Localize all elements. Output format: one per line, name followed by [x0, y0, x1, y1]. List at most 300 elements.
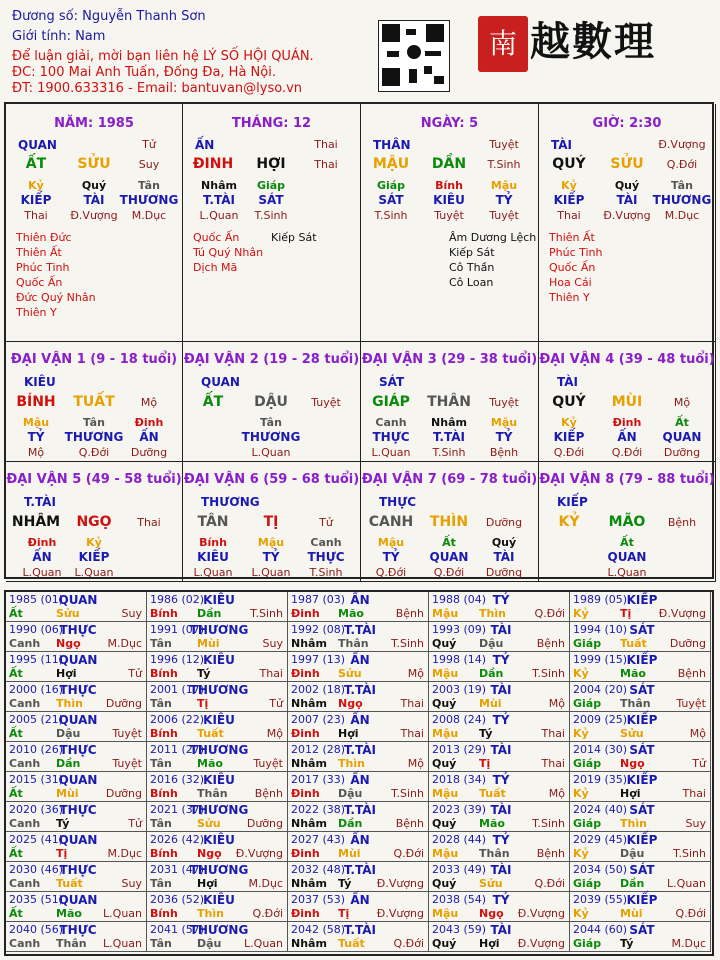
year-state: Q.Đới: [393, 847, 424, 860]
year-cell: [288, 922, 429, 952]
star-item: Quốc Ấn: [549, 261, 596, 274]
year-state: Dưỡng: [105, 787, 142, 800]
heavenly-stem: KỶ: [558, 514, 580, 530]
year-state: Thai: [400, 727, 424, 740]
luck-cell: [6, 462, 183, 582]
pillar-cell: [361, 104, 539, 342]
earthly-branch: SỬU: [610, 156, 644, 172]
hidden-stem: Canh: [375, 416, 407, 429]
year-state: Tuyệt: [253, 757, 283, 770]
year-branch: Thìn: [56, 697, 83, 710]
year-star: TÀI: [490, 623, 512, 637]
right-mid-label: T.Sinh: [487, 158, 521, 171]
hidden-god: ẤN: [32, 550, 52, 564]
hidden-state: Q.Đới: [553, 446, 585, 459]
hidden-state: Tuyệt: [434, 209, 464, 222]
year-state: Dưỡng: [669, 637, 706, 650]
year-state: Mộ: [407, 667, 424, 680]
year-label: 2031 (47): [150, 863, 205, 876]
year-cell: [288, 832, 429, 862]
star-item: Thiên Đức: [16, 231, 72, 244]
year-star: TÀI: [490, 743, 512, 757]
right-top-label: Đ.Vượng: [658, 138, 706, 151]
heavenly-stem: ĐINH: [192, 156, 234, 172]
year-stem: Quý: [432, 937, 457, 950]
year-label: 2026 (42): [150, 833, 205, 846]
year-stem: Ất: [9, 607, 23, 620]
stars-list: [193, 230, 263, 275]
year-stem: Quý: [432, 757, 457, 770]
star-item: Phúc Tinh: [16, 261, 70, 274]
earthly-branch: MÃO: [608, 514, 646, 530]
pillar-title: NGÀY: 5: [420, 116, 479, 131]
year-stem: Quý: [432, 877, 457, 890]
star-item: Thiên Ất: [549, 231, 595, 244]
pillar-title: NĂM: 1985: [54, 116, 134, 131]
year-cell: [147, 862, 288, 892]
year-cell: [147, 922, 288, 952]
hidden-god: TÀI: [616, 193, 638, 207]
year-star: QUAN: [58, 713, 98, 727]
right-mid-label: Suy: [138, 158, 160, 171]
year-state: Tử: [269, 697, 283, 710]
year-star: THƯƠNG: [189, 863, 249, 877]
hidden-state: M.Dục: [664, 209, 700, 222]
hidden-stem: Mậu: [257, 536, 285, 549]
year-branch: Thân: [56, 937, 87, 950]
luck-cell: [183, 462, 361, 582]
year-branch: Mùi: [56, 787, 79, 800]
year-branch: Mão: [620, 667, 646, 680]
year-cell: [6, 742, 147, 772]
year-label: 2041 (57): [150, 923, 205, 936]
year-star: KIẾP: [626, 653, 658, 667]
year-label: 2009 (25): [573, 713, 628, 726]
hidden-god: TỶ: [495, 193, 513, 207]
hidden-stem: Mậu: [490, 179, 518, 192]
year-state: Suy: [121, 877, 142, 890]
star-item: Phúc Tinh: [549, 246, 603, 259]
year-star: QUAN: [58, 833, 98, 847]
hidden-state: L.Quan: [199, 209, 239, 222]
year-stem: Nhâm: [291, 937, 327, 950]
star-item: Thiên Y: [549, 291, 590, 304]
year-stem: Mậu: [432, 667, 459, 680]
year-branch: Tuất: [479, 787, 506, 800]
year-stem: Nhâm: [291, 757, 327, 770]
hidden-god: KIÊU: [197, 550, 229, 564]
luck-state: Bệnh: [667, 516, 697, 529]
year-star: THƯƠNG: [189, 623, 249, 637]
hidden-god: THƯƠNG: [64, 430, 124, 444]
year-state: Tử: [128, 667, 142, 680]
year-star: THƯƠNG: [189, 803, 249, 817]
year-star: KIẾP: [626, 833, 658, 847]
hidden-stem: Nhâm: [431, 416, 467, 429]
year-star: THỰC: [59, 683, 97, 697]
year-stem: Giáp: [573, 637, 602, 650]
hidden-state: Mộ: [27, 446, 45, 459]
year-stem: Tân: [150, 637, 172, 650]
heavenly-stem: QUÝ: [552, 394, 586, 410]
year-stem: Ất: [9, 787, 23, 800]
year-cell: [6, 862, 147, 892]
year-label: 1992 (08): [291, 623, 346, 636]
hidden-god: TỶ: [262, 550, 280, 564]
luck-title: ĐẠI VẬN 8 (79 - 88 tuổi): [539, 472, 715, 487]
hidden-god: TÀI: [83, 193, 105, 207]
year-state: Q.Đới: [534, 607, 565, 620]
owner-name: Đương số: Nguyễn Thanh Sơn: [12, 9, 206, 24]
year-star: TÀI: [490, 803, 512, 817]
year-cell: [288, 772, 429, 802]
qr-code-icon[interactable]: [378, 20, 450, 92]
year-cell: [6, 712, 147, 742]
star-item: Kiếp Sát: [449, 246, 495, 259]
year-state: Tử: [128, 817, 142, 830]
year-state: Thai: [682, 787, 706, 800]
year-label: 2006 (22): [150, 713, 205, 726]
year-cell: [429, 682, 570, 712]
year-cell: [570, 772, 711, 802]
year-star: T.TÀI: [344, 803, 376, 817]
year-branch: Mùi: [197, 637, 220, 650]
year-label: 1987 (03): [291, 593, 346, 606]
earthly-branch: MÙI: [611, 394, 643, 410]
year-stem: Canh: [9, 877, 41, 890]
year-stem: Mậu: [432, 847, 459, 860]
hidden-state: Q.Đới: [433, 566, 465, 579]
year-star: ẤN: [350, 893, 370, 907]
right-mid-label: Q.Đới: [666, 158, 698, 171]
heavenly-stem: QUÝ: [552, 156, 586, 172]
year-cell: [429, 862, 570, 892]
hidden-god: SÁT: [258, 193, 284, 207]
year-cell: [6, 922, 147, 952]
year-branch: Mùi: [338, 847, 361, 860]
year-stem: Mậu: [432, 907, 459, 920]
heavenly-stem: CANH: [368, 514, 414, 530]
year-cell: [429, 592, 570, 622]
year-star: TỶ: [492, 833, 510, 847]
hidden-god: TÀI: [493, 550, 515, 564]
hidden-god: THỰC: [372, 430, 410, 444]
year-state: L.Quan: [667, 877, 706, 890]
year-stem: Mậu: [432, 787, 459, 800]
year-state: Mộ: [689, 727, 706, 740]
year-label: 2035 (51): [9, 893, 64, 906]
earthly-branch: TỊ: [263, 514, 279, 530]
earthly-branch: NGỌ: [76, 514, 112, 530]
year-cell: [147, 802, 288, 832]
year-stem: Giáp: [573, 697, 602, 710]
year-cell: [147, 772, 288, 802]
year-stem: Giáp: [573, 937, 602, 950]
year-label: 1986 (02): [150, 593, 205, 606]
year-state: T.Sinh: [391, 787, 424, 800]
year-label: 2011 (27): [150, 743, 205, 756]
year-star: ẤN: [350, 653, 370, 667]
star-item: Thiên Y: [16, 306, 57, 319]
year-star: KIẾP: [626, 593, 658, 607]
header: [0, 0, 720, 100]
year-star: KIÊU: [203, 653, 235, 667]
year-branch: Ngọ: [620, 757, 645, 770]
hidden-state: Thai: [557, 209, 581, 222]
year-label: 2000 (16): [9, 683, 64, 696]
year-star: THỰC: [59, 803, 97, 817]
year-label: 2044 (60): [573, 923, 628, 936]
hidden-god: THỰC: [307, 550, 345, 564]
luck-title: ĐẠI VẬN 6 (59 - 68 tuổi): [183, 472, 360, 487]
hidden-stem: Tân: [138, 179, 160, 192]
year-label: 2001 (17): [150, 683, 205, 696]
hidden-stem: Ất: [442, 536, 456, 549]
year-stem: Bính: [150, 667, 178, 680]
year-branch: Dần: [479, 667, 504, 680]
year-stem: Canh: [9, 697, 41, 710]
hidden-stem: Tân: [83, 416, 105, 429]
star-item: Hoa Cái: [549, 276, 592, 289]
luck-title: ĐẠI VẬN 5 (49 - 58 tuổi): [6, 472, 182, 487]
year-label: 2017 (33): [291, 773, 346, 786]
year-label: 1985 (01): [9, 593, 64, 606]
luck-star: T.TÀI: [24, 495, 56, 509]
right-top-label: Tuyệt: [489, 138, 519, 151]
pillar-title: GIỜ: 2:30: [592, 116, 662, 131]
year-branch: Sửu: [620, 727, 644, 740]
hidden-stem: Kỷ: [561, 179, 577, 192]
year-label: 2040 (56): [9, 923, 64, 936]
year-branch: Thân: [197, 787, 228, 800]
hidden-stem: Quý: [614, 179, 640, 192]
yearly-cycle-table: [4, 590, 714, 956]
year-branch: Mùi: [479, 697, 502, 710]
year-branch: Tý: [56, 817, 70, 830]
year-cell: [570, 862, 711, 892]
pillar-title: THÁNG: 12: [231, 116, 312, 131]
year-star: SÁT: [629, 683, 655, 697]
year-state: T.Sinh: [391, 637, 424, 650]
year-stem: Đinh: [291, 667, 320, 680]
year-state: Đ.Vượng: [517, 937, 565, 950]
year-label: 2025 (41): [9, 833, 64, 846]
year-branch: Mão: [338, 607, 364, 620]
year-state: Dưỡng: [105, 697, 142, 710]
hidden-stem: Kỷ: [86, 536, 102, 549]
hidden-state: Dưỡng: [130, 446, 168, 459]
year-branch: Ngọ: [56, 637, 81, 650]
year-label: 1995 (11): [9, 653, 64, 666]
hidden-state: T.Sinh: [432, 446, 466, 459]
year-stem: Ất: [9, 667, 23, 680]
year-state: Suy: [262, 637, 283, 650]
hidden-stem: Giáp: [256, 179, 286, 192]
year-branch: Tý: [479, 727, 493, 740]
stars-list: [549, 230, 603, 305]
year-star: KIÊU: [203, 713, 235, 727]
year-branch: Thìn: [620, 817, 647, 830]
ten-god-star: THÂN: [373, 138, 411, 152]
hidden-state: Q.Đới: [375, 566, 407, 579]
luck-star: KIÊU: [24, 375, 56, 389]
year-branch: Tý: [197, 667, 211, 680]
year-state: Suy: [121, 607, 142, 620]
year-state: L.Quan: [103, 937, 142, 950]
year-state: Tuyệt: [112, 727, 142, 740]
year-cell: [288, 652, 429, 682]
hidden-god: THƯƠNG: [652, 193, 712, 207]
year-state: Đ.Vượng: [658, 607, 706, 620]
hidden-god: KIẾP: [553, 193, 585, 207]
year-stem: Bính: [150, 907, 178, 920]
year-label: 2020 (36): [9, 803, 64, 816]
hidden-stem: Tân: [260, 416, 282, 429]
year-stem: Quý: [432, 697, 457, 710]
year-star: ẤN: [350, 593, 370, 607]
earthly-branch: HỢI: [256, 156, 286, 172]
luck-cell: [183, 342, 361, 462]
year-cell: [6, 892, 147, 922]
year-cell: [288, 802, 429, 832]
year-star: TÀI: [490, 863, 512, 877]
year-branch: Thìn: [197, 907, 224, 920]
star-item: Cô Thần: [449, 261, 495, 274]
luck-title: ĐẠI VẬN 7 (69 - 78 tuổi): [361, 472, 538, 487]
year-star: KIẾP: [626, 893, 658, 907]
hidden-stem: Đinh: [134, 416, 164, 429]
luck-title: ĐẠI VẬN 4 (39 - 48 tuổi): [539, 352, 715, 367]
year-cell: [288, 682, 429, 712]
year-cell: [429, 712, 570, 742]
contact-phone-email: ĐT: 1900.633316 - Email: bantuvan@lyso.vn: [12, 81, 303, 96]
year-label: 2013 (29): [432, 743, 487, 756]
year-label: 1998 (14): [432, 653, 487, 666]
hidden-state: L.Quan: [251, 446, 291, 459]
year-branch: Dậu: [56, 727, 81, 740]
hidden-god: THƯƠNG: [241, 430, 301, 444]
year-cell: [429, 832, 570, 862]
year-state: Thai: [541, 757, 565, 770]
year-state: Đ.Vượng: [517, 907, 565, 920]
hidden-state: L.Quan: [74, 566, 114, 579]
year-branch: Mão: [197, 757, 223, 770]
year-branch: Tị: [56, 847, 68, 860]
hidden-state: Q.Đới: [611, 446, 643, 459]
year-branch: Thân: [620, 697, 651, 710]
year-label: 2015 (31): [9, 773, 64, 786]
year-state: T.Sinh: [673, 847, 706, 860]
year-cell: [6, 802, 147, 832]
year-star: TỶ: [492, 773, 510, 787]
year-stem: Bính: [150, 727, 178, 740]
year-branch: Tị: [338, 907, 350, 920]
year-star: THỰC: [59, 923, 97, 937]
star-item: Đức Quý Nhân: [16, 291, 96, 304]
year-stem: Canh: [9, 937, 41, 950]
luck-star: KIẾP: [557, 495, 588, 509]
year-state: Bệnh: [677, 667, 706, 680]
year-state: Đ.Vượng: [235, 847, 283, 860]
hidden-stem: Canh: [310, 536, 342, 549]
year-stem: Kỷ: [573, 787, 589, 800]
year-cell: [6, 592, 147, 622]
year-stem: Kỷ: [573, 847, 589, 860]
year-branch: Tị: [197, 697, 209, 710]
year-star: KIẾP: [626, 713, 658, 727]
year-state: Đ.Vượng: [376, 877, 424, 890]
year-stem: Đinh: [291, 727, 320, 740]
year-stem: Giáp: [573, 817, 602, 830]
hidden-god: KIẾP: [78, 550, 110, 564]
year-state: Tuyệt: [676, 697, 706, 710]
year-state: M.Dục: [671, 937, 706, 950]
year-branch: Hợi: [56, 667, 77, 680]
year-star: KIẾP: [626, 773, 658, 787]
year-stem: Kỷ: [573, 607, 589, 620]
year-stem: Tân: [150, 937, 172, 950]
logo-seal: 南: [478, 16, 528, 72]
year-branch: Tý: [620, 937, 634, 950]
pillar-cell: [6, 104, 183, 342]
year-label: 1988 (04): [432, 593, 487, 606]
year-label: 2021 (37): [150, 803, 205, 816]
year-star: SÁT: [629, 623, 655, 637]
luck-star: SÁT: [379, 375, 405, 389]
year-star: TÀI: [490, 923, 512, 937]
year-stem: Kỷ: [573, 667, 589, 680]
luck-cell: [361, 462, 539, 582]
year-label: 1994 (10): [573, 623, 628, 636]
year-label: 2014 (30): [573, 743, 628, 756]
year-star: ẤN: [350, 713, 370, 727]
hidden-god: ẤN: [139, 430, 159, 444]
gender: Giới tính: Nam: [12, 29, 106, 44]
year-stem: Kỷ: [573, 907, 589, 920]
year-cell: [570, 622, 711, 652]
year-state: Bệnh: [395, 817, 424, 830]
year-branch: Sửu: [479, 877, 503, 890]
year-cell: [6, 682, 147, 712]
year-cell: [429, 892, 570, 922]
year-label: 1989 (05): [573, 593, 628, 606]
pillar-cell: [539, 104, 716, 342]
year-cell: [570, 802, 711, 832]
year-cell: [570, 652, 711, 682]
heavenly-stem: GIÁP: [372, 394, 410, 410]
hidden-stem: Đinh: [612, 416, 642, 429]
year-stem: Tân: [150, 757, 172, 770]
year-star: KIÊU: [203, 893, 235, 907]
hidden-state: Tuyệt: [489, 209, 519, 222]
right-top-label: Tử: [142, 138, 156, 151]
ten-god-star: TÀI: [551, 138, 573, 152]
heavenly-stem: BÍNH: [16, 394, 56, 410]
year-cell: [429, 622, 570, 652]
year-label: 2023 (39): [432, 803, 487, 816]
four-pillars-table: [4, 102, 714, 579]
hidden-stem: Kỷ: [28, 179, 44, 192]
star-item: Tú Quý Nhân: [193, 246, 264, 259]
year-label: 1993 (09): [432, 623, 487, 636]
year-stem: Nhâm: [291, 817, 327, 830]
earthly-branch: THÌN: [429, 514, 469, 530]
year-star: SÁT: [629, 863, 655, 877]
year-cell: [147, 712, 288, 742]
year-star: TỶ: [492, 713, 510, 727]
stars-list-2: [271, 230, 317, 245]
hidden-god: SÁT: [378, 193, 404, 207]
